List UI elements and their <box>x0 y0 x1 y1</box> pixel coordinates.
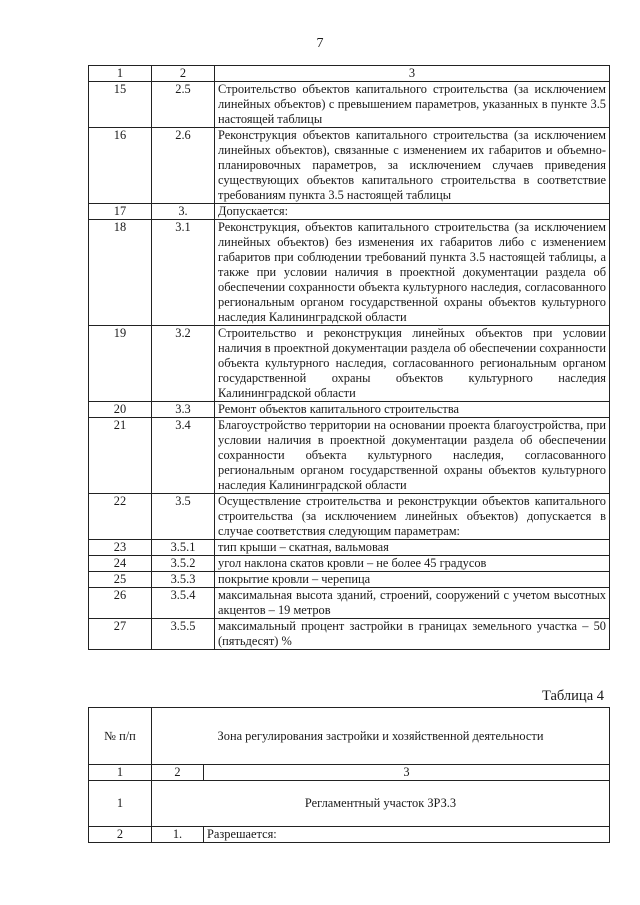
row-text: Реконструкция, объектов капитального строительства (за исключением линейных объектов) без изменения их габаритов либо с изменением габаритов при соблюдении требований пункта 3.5 настоящей таблицы, а также при условии наличия в проектной документации раздела об обеспечении сохранности объекта культурного наследия, согласованного региональным органом государственной охраны объектов культурного наследия Калининградской области <box>215 220 610 326</box>
row-code: 3.5.4 <box>152 588 215 619</box>
row-text: Строительство и реконструкция линейных объектов при условии наличия в проектной документации раздела об обеспечении сохранности объекта культурного наследия, согласованного региональным органом государственной охраны объектов культурного наследия Калининградской области <box>215 326 610 402</box>
row-code: 3.5.2 <box>152 556 215 572</box>
table-caption: Таблица 4 <box>541 688 604 704</box>
row-code: 3.2 <box>152 326 215 402</box>
table4-header-row <box>89 708 610 765</box>
table-row <box>89 540 610 556</box>
row-text: Ремонт объектов капитального строительства <box>215 402 610 418</box>
row-text: Реконструкция объектов капитального строительства (за исключением линейных объектов), связанные с изменением их габаритов и объемно-планировочных параметров, за исключением случаев приведения существующих объектов капитального строительства в соответствие требованиям пункта 3.5 настоящей таблицы <box>215 128 610 204</box>
row-code: 2.6 <box>152 128 215 204</box>
row-code: 3.5.3 <box>152 572 215 588</box>
row-code: 3.5.1 <box>152 540 215 556</box>
row-text: Разрешается: <box>204 827 610 843</box>
table-row <box>89 128 610 204</box>
table-row <box>89 82 610 128</box>
row-code: 1. <box>152 827 204 843</box>
row-code: 3.3 <box>152 402 215 418</box>
row-text: Допускается: <box>215 204 610 220</box>
row-number: 27 <box>89 619 152 650</box>
row-number: 17 <box>89 204 152 220</box>
table-row <box>89 572 610 588</box>
row-text: покрытие кровли – черепица <box>215 572 610 588</box>
row-number: 16 <box>89 128 152 204</box>
row-text: максимальный процент застройки в границах земельного участка – 50 (пятьдесят) % <box>215 619 610 650</box>
table-row <box>89 220 610 326</box>
row-text: угол наклона скатов кровли – не более 45 градусов <box>215 556 610 572</box>
table-row <box>89 418 610 494</box>
table-row <box>89 619 610 650</box>
row-number: 19 <box>89 326 152 402</box>
regulation-table-3 <box>88 65 610 650</box>
row-code: 2.5 <box>152 82 215 128</box>
header-cell: 1 <box>89 66 152 82</box>
zone-header: Зона регулирования застройки и хозяйственной деятельности <box>152 708 610 765</box>
row-code: 3.5.5 <box>152 619 215 650</box>
row-code: 3. <box>152 204 215 220</box>
table-row <box>89 827 610 843</box>
table-row <box>89 494 610 540</box>
table-row <box>89 588 610 619</box>
row-number: 15 <box>89 82 152 128</box>
row-number: 23 <box>89 540 152 556</box>
page-number: 7 <box>316 36 324 51</box>
header-cell: 2 <box>152 66 215 82</box>
row-code: 3.5 <box>152 494 215 540</box>
table-row <box>89 556 610 572</box>
row-number: 25 <box>89 572 152 588</box>
row-code: 3.1 <box>152 220 215 326</box>
table4-numbers-row <box>89 765 610 781</box>
row-text: максимальная высота зданий, строений, сооружений с учетом высотных акцентов – 19 метров <box>215 588 610 619</box>
header-cell: 3 <box>215 66 610 82</box>
regulation-table-4 <box>88 707 610 843</box>
row-code: 3.4 <box>152 418 215 494</box>
section-title: Регламентный участок ЗРЗ.3 <box>152 781 610 827</box>
table-row <box>89 402 610 418</box>
row-number: 18 <box>89 220 152 326</box>
row-number: 21 <box>89 418 152 494</box>
table-header-row <box>89 66 610 82</box>
column-index: 2 <box>152 765 204 781</box>
column-number-header: № п/п <box>89 708 152 765</box>
table-row <box>89 326 610 402</box>
table4-section-row <box>89 781 610 827</box>
row-number: 22 <box>89 494 152 540</box>
row-number: 24 <box>89 556 152 572</box>
section-number: 1 <box>89 781 152 827</box>
column-index: 1 <box>89 765 152 781</box>
row-text: тип крыши – скатная, вальмовая <box>215 540 610 556</box>
row-number: 26 <box>89 588 152 619</box>
table-row <box>89 204 610 220</box>
row-text: Строительство объектов капитального строительства (за исключением линейных объектов) с превышением параметров, указанных в пункте 3.5 настоящей таблицы <box>215 82 610 128</box>
row-number: 20 <box>89 402 152 418</box>
row-text: Благоустройство территории на основании проекта благоустройства, при условии наличия в проектной документации раздела об обеспечении сохранности объекта культурного наследия, согласованного региональным органом государственной охраны объектов культурного наследия Калининградской области <box>215 418 610 494</box>
column-index: 3 <box>204 765 610 781</box>
row-number: 2 <box>89 827 152 843</box>
row-text: Осуществление строительства и реконструкции объектов капитального строительства (за исключением линейных объектов) допускается в случае соответствия следующим параметрам: <box>215 494 610 540</box>
